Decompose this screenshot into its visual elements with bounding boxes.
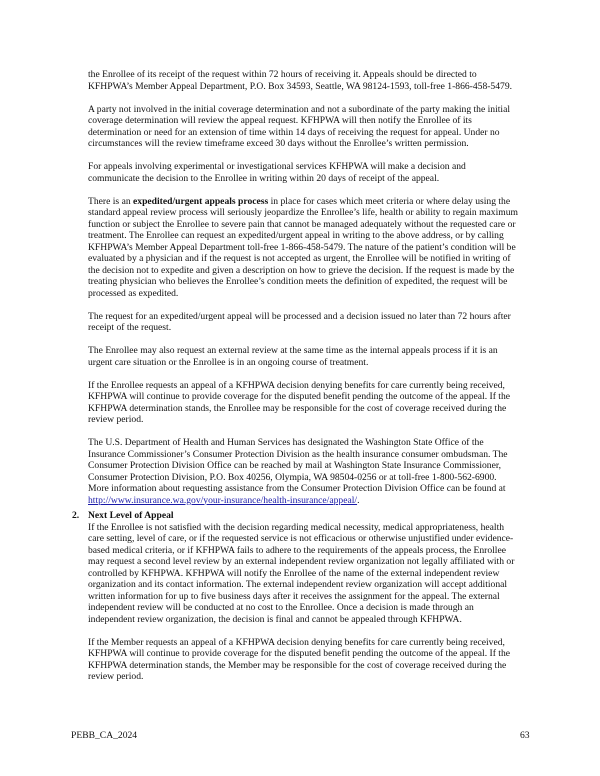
text-line: evaluated by a physician and if the request is not accepted as urgent, the Enrollee will be notified in writing of	[88, 253, 511, 264]
footer-doc-id: PEBB_CA_2024	[71, 730, 138, 741]
section-2-body	[88, 522, 514, 683]
text-line: The request for an expedited/urgent appeal will be processed and a decision issued no later than 72 hours after	[88, 310, 511, 322]
text-line: review period.	[88, 414, 144, 425]
text-line: independent review will be conducted at no cost to the Enrollee. Once a decision is made through an	[88, 602, 474, 613]
text-line: More information about requesting assistance from the Consumer Protection Division Office can be found at	[88, 483, 506, 494]
section-2-next-level-of-appeal	[72, 510, 515, 694]
appeal-info-link[interactable]: http://www.insurance.wa.gov/your-insurance/health-insurance/appeal/	[88, 494, 358, 506]
text-line: Consumer Protection Division, P.O. Box 40256, Olympia, WA 98504-0256 or at toll-free 1-800-562-6900.	[88, 471, 497, 483]
text-line: function or subject the Enrollee to severe pain that cannot be managed adequately without the requested care or	[88, 218, 516, 230]
text-line: Consumer Protection Division Office can be reached by mail at Washington State Insurance Commissioner,	[88, 460, 502, 471]
section-1	[88, 69, 518, 518]
text-line: The U.S. Department of Health and Human Services has designated the Washington State Office of the	[88, 437, 484, 448]
text-line: The Enrollee may also request an external review at the same time as the internal appeals process if it is an	[88, 345, 498, 356]
text-line: KFHPWA determination stands, the Enrollee may be responsible for the cost of coverage received during the	[88, 402, 507, 414]
paragraph	[88, 311, 518, 334]
text-segment: in place for cases which meet criteria or where delay using the	[268, 195, 511, 207]
text-line: controlled by KFHPWA. KFHPWA will notify the Enrollee of the name of the external independent review	[88, 567, 500, 579]
paragraph	[88, 69, 518, 92]
footer-page-number: 63	[520, 730, 530, 741]
text-line: may request a second level review by an external independent review organization not legally affiliated with or	[88, 556, 515, 567]
text-line: treatment. The Enrollee can request an expedited/urgent appeal in writing to the above address, or by calling	[88, 230, 504, 241]
text-line: Insurance Commissioner’s Consumer Protection Division as the health insurance consumer ombudsman. The	[88, 448, 508, 460]
paragraph	[88, 161, 518, 184]
paragraph	[88, 196, 518, 300]
text-line: If the Enrollee requests an appeal of a KFHPWA decision denying benefits for care currently being received,	[88, 379, 505, 391]
paragraph	[88, 345, 518, 368]
text-line: If the Enrollee is not satisfied with the decision regarding medical necessity, medical appropriateness, health	[88, 521, 505, 533]
text-line: review period.	[88, 671, 144, 682]
paragraph	[88, 437, 518, 506]
section-heading: Next Level of Appeal	[88, 510, 174, 521]
text-line: KFHPWA will continue to provide coverage for the disputed benefit pending the outcome of the appeal. If the	[88, 648, 511, 659]
text-line: standard appeal review process will seriously jeopardize the Enrollee’s life, health or ability to regain maximum	[88, 207, 518, 218]
text-line: treating physician who believes the Enrollee’s condition meets the definition of expedited, the request will be	[88, 276, 508, 287]
text-line: If the Member requests an appeal of a KFHPWA decision denying benefits for care currently being received,	[88, 636, 505, 648]
text-line: the decision not to expedite and given a description on how to grieve the decision. If the request is made by the	[88, 264, 515, 276]
text-line: independent review organization, the decision is final and cannot be appealed through KFHPWA.	[88, 613, 462, 625]
paragraph	[88, 522, 514, 626]
text-line: written information for up to five business days after it receives the assignment for the appeal. The external	[88, 590, 500, 602]
bold-term: expedited/urgent appeals process	[133, 195, 269, 207]
text-line: KFHPWA determination stands, the Member may be responsible for the cost of coverage received during the	[88, 659, 507, 671]
paragraph	[88, 637, 514, 683]
text-segment: There is an	[88, 195, 134, 207]
text-line	[88, 196, 518, 208]
text-line: circumstances will the review timeframe exceed 30 days without the Enrollee’s written permission.	[88, 138, 469, 149]
text-line: coverage determination will review the appeal request. KFHPWA will then notify the Enrollee of its	[88, 115, 472, 126]
text-line: KFHPWA’s Member Appeal Department, P.O. Box 34593, Seattle, WA 98124-1593, toll-free 1-866-458-5479.	[88, 80, 513, 92]
text-line: receipt of the request.	[88, 322, 172, 333]
list-number: 2.	[72, 510, 80, 521]
text-line: the Enrollee of its receipt of the request within 72 hours of receiving it. Appeals should be directed to	[88, 69, 477, 80]
text-line: A party not involved in the initial coverage determination and not a subordinate of the party making the initial	[88, 103, 511, 115]
text-line: KFHPWA will continue to provide coverage for the disputed benefit pending the outcome of the appeal. If the	[88, 391, 511, 402]
text-line: For appeals involving experimental or investigational services KFHPWA will make a decision and	[88, 161, 466, 172]
paragraph	[88, 104, 518, 150]
text-line: determination or need for an extension of time within 14 days of receiving the request for appeal. Under no	[88, 126, 500, 138]
text-line: processed as expedited.	[88, 287, 179, 299]
text-line: care setting, level of care, or if the requested service is not efficacious or otherwise unjustified under evidence-	[88, 533, 514, 544]
text-line: KFHPWA’s Member Appeal Department toll-free 1-866-458-5479. The nature of the patient’s condition will be	[88, 241, 516, 253]
text-line: communicate the decision to the Enrollee in writing within 20 days of receipt of the appeal.	[88, 172, 440, 184]
text-line: organization and its contact information. The external independent review organization will accept additional	[88, 579, 508, 590]
text-line: based medical criteria, or if KFHPWA fails to adhere to the requirements of the appeals process, the Enrollee	[88, 544, 506, 556]
text-segment: .	[357, 494, 360, 506]
text-line: urgent care situation or the Enrollee is in an ongoing course of treatment.	[88, 356, 369, 368]
text-line	[88, 495, 518, 507]
paragraph	[88, 380, 518, 426]
